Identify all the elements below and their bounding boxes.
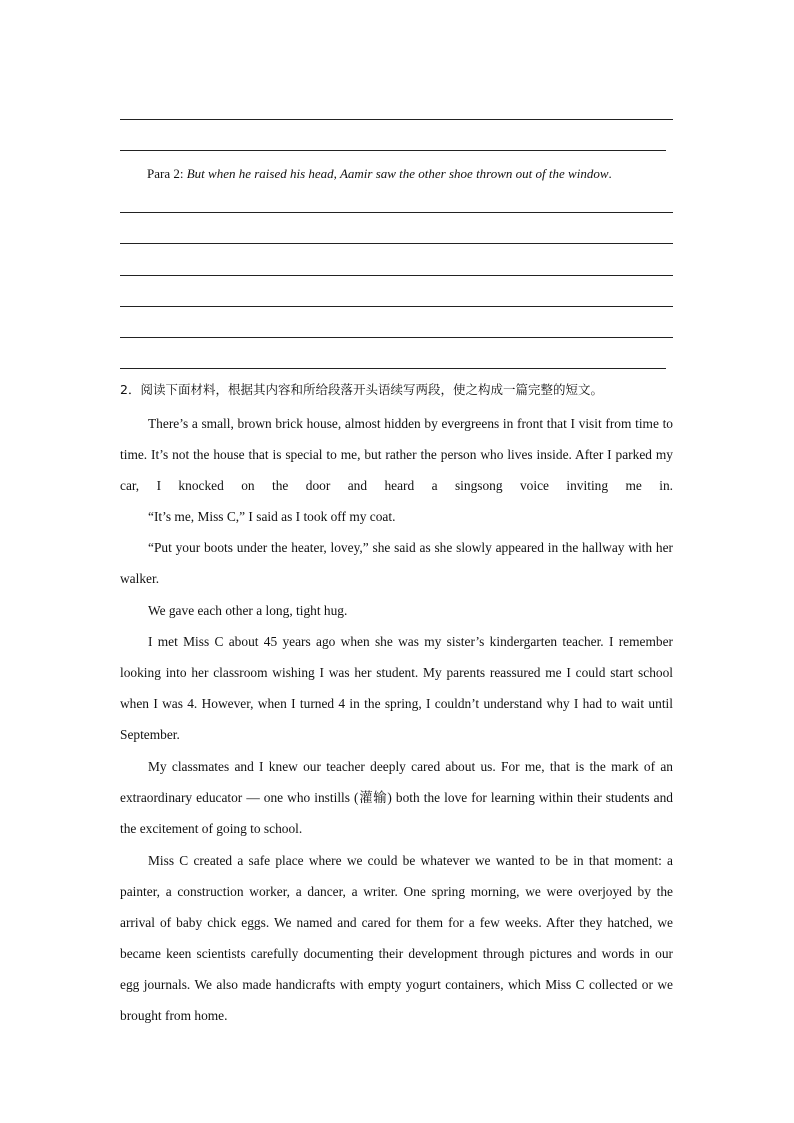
answer-line[interactable] (120, 368, 666, 369)
passage-paragraph: There’s a small, brown brick house, almost hidden by evergreens in front that I visit from time to time. It’s not the house that is special to me, but rather the person who lives inside. After I parked my car, I knocked on the door and heard a singsong voice inviting me in. (120, 416, 673, 493)
para2-prompt (147, 166, 687, 182)
answer-line[interactable] (120, 119, 673, 120)
passage-paragraph-7-block (120, 845, 673, 1031)
passage-paragraph-2-block (120, 501, 673, 532)
passage-paragraph-1-block (120, 408, 673, 501)
answer-line[interactable] (120, 212, 673, 213)
para2-label: Para 2: (147, 166, 184, 181)
passage-paragraph: “It’s me, Miss C,” I said as I took off my coat. (148, 509, 396, 524)
answer-line[interactable] (120, 306, 673, 307)
passage-paragraph: My classmates and I knew our teacher deeply cared about us. For me, that is the mark of an extraordinary educator — one who instills (灌输) both the love for learning within their students and the excitement of going to school. (120, 759, 673, 836)
passage-paragraph-4-block (120, 595, 673, 626)
answer-line[interactable] (120, 275, 673, 276)
question-2-heading (120, 382, 680, 398)
passage-paragraph: “Put your boots under the heater, lovey,” she said as she slowly appeared in the hallway with her walker. (120, 540, 673, 586)
para2-end-mark: . (608, 166, 612, 181)
passage-paragraph: Miss C created a safe place where we could be whatever we wanted to be in that moment: a painter, a construction worker, a dancer, a writer. One spring morning, we were overjoyed by the arrival of baby chick eggs. We named and cared for them for a few weeks. After they hatched, we became keen scientists carefully documenting their development through pictures and words in our egg journals. We also made handicrafts with empty yogurt containers, which Miss C collected or we brought from home. (120, 853, 673, 1023)
question-number: 2． (120, 382, 141, 397)
passage-paragraph-5-block (120, 626, 673, 750)
passage-paragraph-3-block (120, 532, 673, 594)
para2-opening-sentence: But when he raised his head, Aamir saw the other shoe thrown out of the window (186, 166, 609, 181)
passage-paragraph: I met Miss C about 45 years ago when she was my sister’s kindergarten teacher. I remember looking into her classroom wishing I was her student. My parents reassured me I could start school when I was 4. However, when I turned 4 in the spring, I couldn’t understand why I had to wait until September. (120, 634, 673, 742)
passage-paragraph: We gave each other a long, tight hug. (148, 603, 348, 618)
answer-line[interactable] (120, 150, 666, 151)
answer-line[interactable] (120, 243, 673, 244)
answer-line[interactable] (120, 337, 673, 338)
passage-paragraph-6-block (120, 751, 673, 844)
question-instruction: 阅读下面材料，根据其内容和所给段落开头语续写两段，使之构成一篇完整的短文。 (140, 382, 603, 397)
